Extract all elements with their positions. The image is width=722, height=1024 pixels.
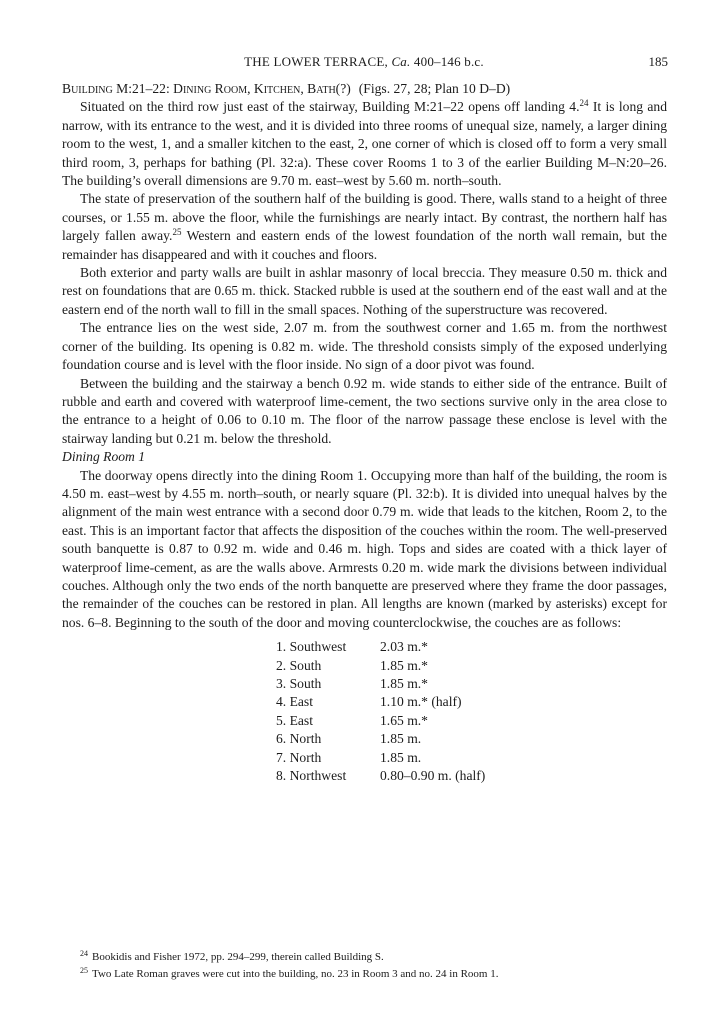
couch-length: 1.85 m. [380,731,422,747]
subsection-title: Dining Room 1 [62,449,146,465]
couch-length: 1.85 m.* [380,657,428,673]
couch-name: 1. Southwest [276,639,347,655]
couch-name: 3. South [276,676,322,691]
couch-row [276,638,485,656]
paragraph-2: The state of preservation of the southern half of the building is good. There, walls stand to a height of three courses, or 1.55 m. above the floor, while the furnishings are nearly intact. By contrast, the northern half has largely fallen away.$^{25}$ Western and eastern ends of the lowest foundation of the north wall remain, but the remainder has disappeared and with it couches and floors. [62,191,667,262]
couch-length: 1.85 m.* [380,676,428,691]
page-number: 185 [648,54,668,69]
paragraph-4: The entrance lies on the west side, 2.07 m. from the southwest corner and 1.65 m. from the northwest corner of the building. Its opening is 0.82 m. wide. The threshold consists simply of the exposed underlying foundation course and is level with the floor inside. No sign of a door pivot was found. [62,320,667,373]
couch-name: 2. South [276,657,322,673]
section-heading [62,80,667,98]
couch-list [276,638,485,785]
couch-length: 1.85 m. [380,749,422,765]
couch-row [276,767,485,785]
couch-length: 0.80–0.90 m. (half) [380,768,486,784]
running-head [62,54,666,72]
couch-length: 2.03 m.* [380,639,428,655]
couch-row [276,730,485,748]
couch-length: 1.65 m.* [380,712,428,728]
couch-name: 7. North [276,749,322,765]
paragraph-3: Both exterior and party walls are built in ashlar masonry of local breccia. They measure 0.50 m. thick and rest on foundations that are 0.65 m. thick. Stacked rubble is used at the southern end of the east wall and at the eastern end of the north wall to fill in the small spaces. Nothing of the superstructure was recovered. [62,265,667,317]
couch-row [276,657,485,675]
footnotes [62,950,667,984]
couch-row [276,749,485,767]
running-title [62,54,666,70]
body-text [62,80,667,785]
couch-length: 1.10 m.* (half) [380,694,462,710]
running-title-ca: Ca. [391,54,411,69]
couch-row [276,712,485,730]
couch-name: 6. North [276,731,322,747]
couch-name: 8. Northwest [276,768,347,784]
couch-row [276,693,485,711]
footnote-number: 24 [80,949,88,958]
footnote-25 [62,967,667,982]
couch-name: 5. East [276,712,313,728]
footnote-text: Two Late Roman graves were cut into the building, no. 23 in Room 3 and no. 24 in Room 1. [92,968,499,980]
couch-row [276,675,485,693]
section-title: Building M:21–22: Dining Room, Kitchen, Bath(?) [62,81,351,96]
paragraph-6: The doorway opens directly into the dining Room 1. Occupying more than half of the building, the room is 4.50 m. east–west by 4.55 m. north–south, or nearly square (Pl. 32:b). It is divided into unequal halves by the alignment of the main west entrance with a second door 0.79 m. wide that leads to the kitchen, Room 2, to the east. This is an important factor that affects the disposition of the couches within the room. The well-preserved south banquette is 0.87 to 0.92 m. wide and 0.46 m. high. Tops and sides are coated with a thick layer of waterproof lime-cement, as are the walls above. Armrests 0.20 m. wide mark the divisions between individual couches. Although only the two ends of the north banquette are preserved where they frame the door passages, the remainder of the couches can be restored in plan. All lengths are known (marked by asterisks) except for nos. 6–8. Beginning to the south of the door and moving counterclockwise, the couches are as follows: [62,467,667,630]
paragraph-5: Between the building and the stairway a bench 0.92 m. wide stands to either side of the entrance. Built of rubble and earth and covered with waterproof lime-cement, the two sections survive only in the area close to the entrance to a height of 0.06 to 0.10 m. The floor of the narrow passage these enclose is level with the stairway landing but 0.21 m. below the threshold. [62,375,667,446]
couch-name: 4. East [276,694,313,710]
paragraph-1: Situated on the third row just east of the stairway, Building M:21–22 opens off landing 4.24 It is long and narrow, with its entrance to the west, and it is divided into three rooms of unequal size, namely, a larger dining room to the west, 1, and a smaller kitchen to the east, 2, one corner of which is closed off to form a very small third room, 3, perhaps for bathing (Pl. 32:a). These cover Rooms 1 to 3 of the earlier Building M–N:20–26. The building’s overall dimensions are 9.70 m. east–west by 5.60 m. north–south. [62,98,667,189]
footnote-ref-25[interactable]: 25 [172,227,182,238]
footnote-24 [62,950,667,965]
footnote-ref-24[interactable]: 24 [579,98,589,109]
footnote-number: 25 [80,966,88,975]
running-title-prefix: THE LOWER TERRACE, [244,54,392,69]
running-title-dates: 400–146 b.c. [410,54,484,69]
footnote-text: Bookidis and Fisher 1972, pp. 294–299, therein called Building S. [92,951,384,963]
section-figure-refs: (Figs. 27, 28; Plan 10 D–D) [358,81,511,96]
